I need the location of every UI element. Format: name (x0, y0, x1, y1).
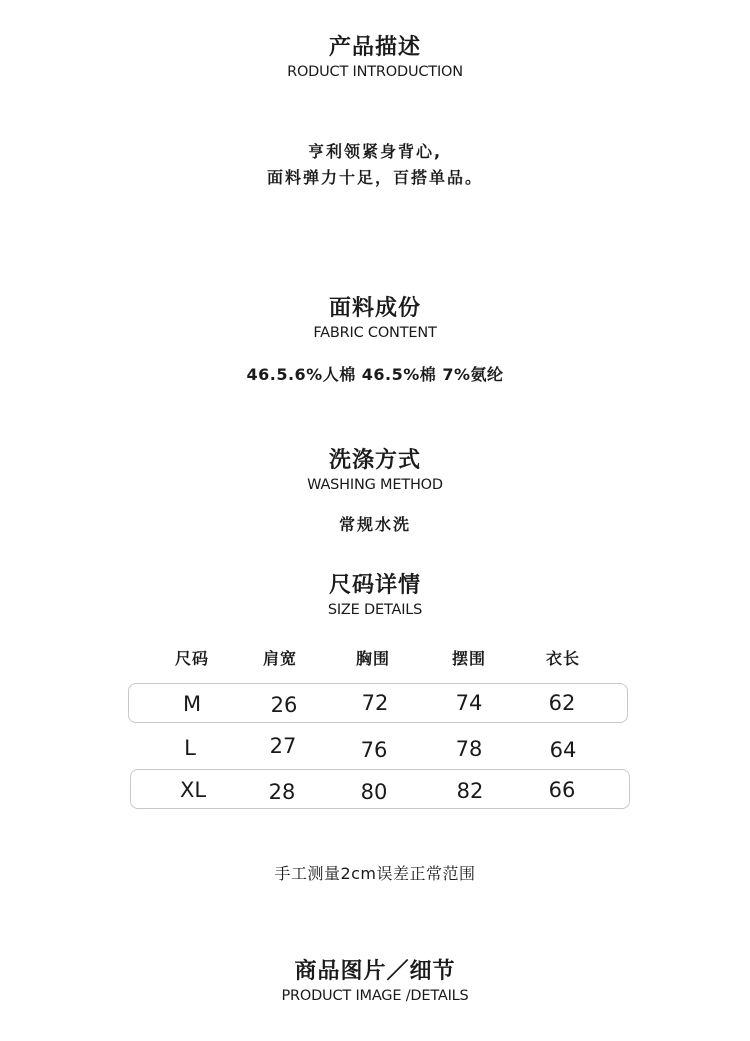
washing-title-en: WASHING METHOD (307, 477, 443, 493)
product-image-title-en: PRODUCT IMAGE /DETAILS (281, 988, 469, 1004)
intro-title-cn: 产品描述 (328, 35, 421, 60)
fabric-title-en: FABRIC CONTENT (313, 325, 437, 341)
table-cell: 66 (548, 778, 576, 802)
table-cell: L (184, 736, 196, 760)
table-cell: 74 (455, 691, 483, 715)
table-cell: 26 (270, 693, 298, 717)
intro-line-2: 面料弹力十足，百搭单品。 (266, 168, 483, 187)
table-cell: M (182, 692, 202, 716)
washing-method-text: 常规水洗 (338, 515, 411, 534)
table-cell: XL (179, 778, 207, 802)
header-length: 衣长 (545, 649, 580, 668)
header-size: 尺码 (174, 649, 209, 668)
table-cell: 72 (361, 691, 389, 715)
table-cell: 62 (548, 691, 576, 715)
table-cell: 80 (360, 780, 388, 804)
fabric-title-cn: 面料成份 (328, 296, 421, 321)
table-cell: 76 (360, 738, 388, 762)
header-chest: 胸围 (355, 649, 390, 668)
header-shoulder: 肩宽 (262, 649, 297, 668)
intro-line-1: 亨利领紧身背心, (307, 142, 443, 161)
table-cell: 28 (268, 780, 296, 804)
size-measure-note: 手工测量2cm误差正常范围 (274, 864, 476, 883)
intro-title-en: RODUCT INTRODUCTION (287, 64, 463, 80)
table-cell: 78 (455, 737, 483, 761)
washing-title-cn: 洗涤方式 (328, 448, 421, 473)
table-cell: 64 (549, 738, 577, 762)
size-title-en: SIZE DETAILS (327, 602, 423, 618)
header-hem: 摆围 (451, 649, 486, 668)
size-title-cn: 尺码详情 (328, 573, 421, 598)
product-image-title-cn: 商品图片／细节 (294, 959, 456, 984)
table-cell: 27 (269, 734, 297, 758)
fabric-content-text: 46.5.6%人棉 46.5%棉 7%氨纶 (246, 365, 504, 384)
table-cell: 82 (456, 779, 484, 803)
